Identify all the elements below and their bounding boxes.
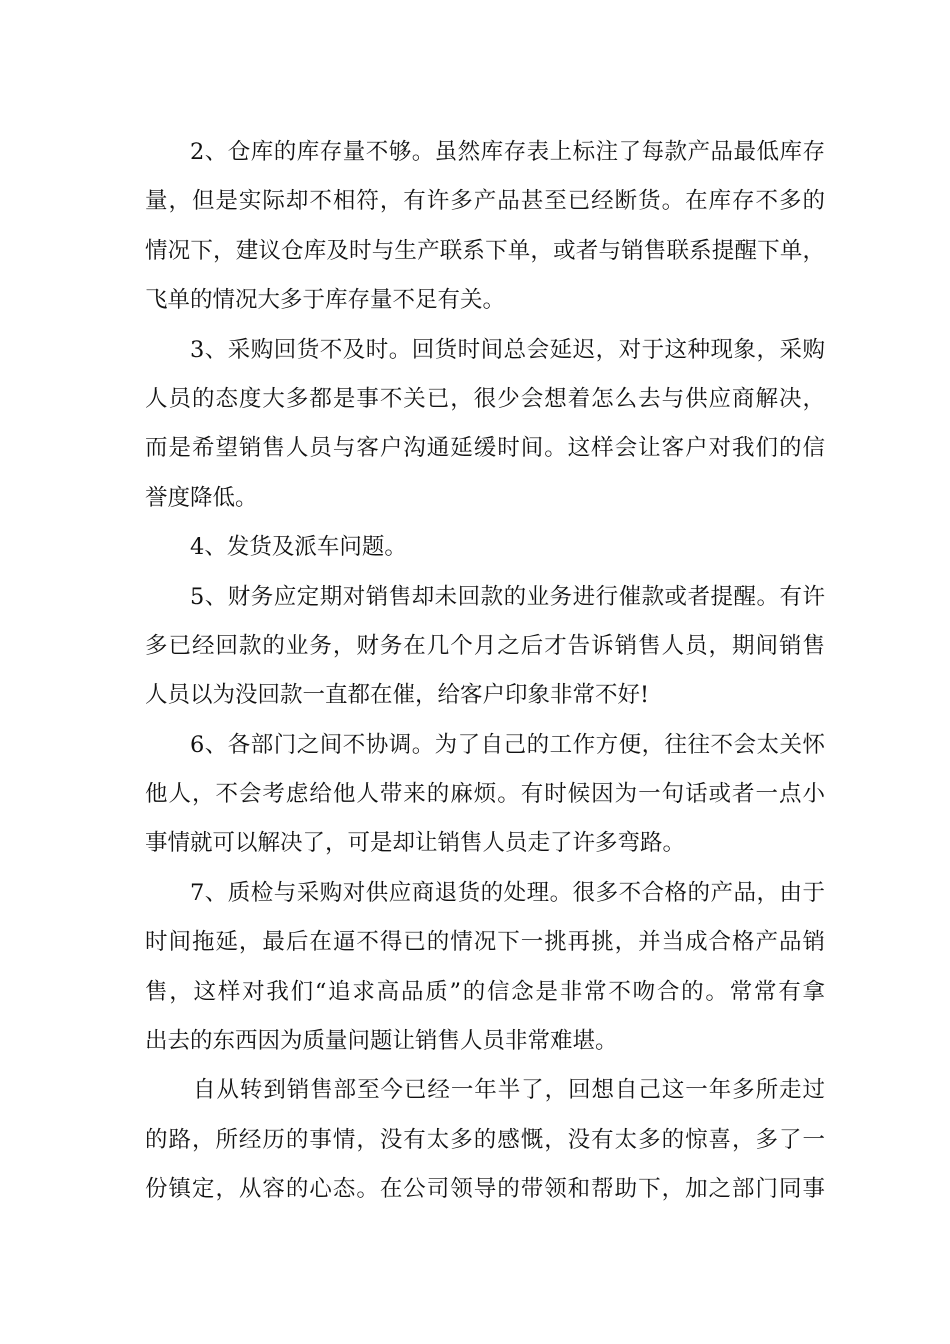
text-line: 自从转到销售部至今已经一年半了，回想自己这一年多所走过 [193,1077,825,1104]
text-line: 量，但是实际却不相符，有许多产品甚至已经断货。在库存不多的 [145,188,825,215]
text-line: 人员以为没回款一直都在催，给客户印象非常不好! [145,682,650,709]
text-line: 人员的态度大多都是事不关已，很少会想着怎么去与供应商解决， [145,385,825,412]
text-line: 2、仓库的库存量不够。虽然库存表上标注了每款产品最低库存 [190,139,825,165]
paragraph-shipping [145,523,825,572]
paragraph-reflection [145,1066,825,1214]
text-line: 出去的东西因为质量问题让销售人员非常难堪。 [145,1028,618,1055]
document-body [145,128,825,1215]
text-line: 5、财务应定期对销售却未回款的业务进行催款或者提醒。有许 [190,583,825,610]
text-line: 时间拖延，最后在逼不得已的情况下一挑再挑，并当成合格产品销 [145,929,825,956]
text-line: 誉度降低。 [145,484,258,511]
text-line: 6、各部门之间不协调。为了自己的工作方便，往往不会太关怀 [190,731,825,758]
text-line: 售，这样对我们“追求高品质”的信念是非常不吻合的。常常有拿 [145,978,825,1005]
paragraph-coordination [145,721,825,869]
text-line: 3、采购回货不及时。回货时间总会延迟，对于这种现象，采购 [190,336,825,363]
paragraph-warehouse-stock [145,128,825,326]
paragraph-finance [145,573,825,721]
text-line: 而是希望销售人员与客户沟通延缓时间。这样会让客户对我们的信 [145,435,825,462]
text-line: 7、质检与采购对供应商退货的处理。很多不合格的产品，由于 [190,879,825,906]
paragraph-quality-returns [145,869,825,1067]
text-line: 多已经回款的业务，财务在几个月之后才告诉销售人员，期间销售 [145,632,825,659]
text-line: 情况下，建议仓库及时与生产联系下单，或者与销售联系提醒下单， [145,237,825,264]
text-line: 4、发货及派车问题。 [190,534,407,561]
text-line: 飞单的情况大多于库存量不足有关。 [145,287,506,314]
text-line: 他人，不会考虑给他人带来的麻烦。有时候因为一句话或者一点小 [145,781,825,808]
text-line: 的路，所经历的事情，没有太多的感慨，没有太多的惊喜，多了一 [145,1126,825,1153]
text-line: 份镇定，从容的心态。在公司领导的带领和帮助下，加之部门同事 [145,1176,825,1203]
paragraph-purchase-delay [145,326,825,524]
text-line: 事情就可以解决了，可是却让销售人员走了许多弯路。 [145,830,686,857]
